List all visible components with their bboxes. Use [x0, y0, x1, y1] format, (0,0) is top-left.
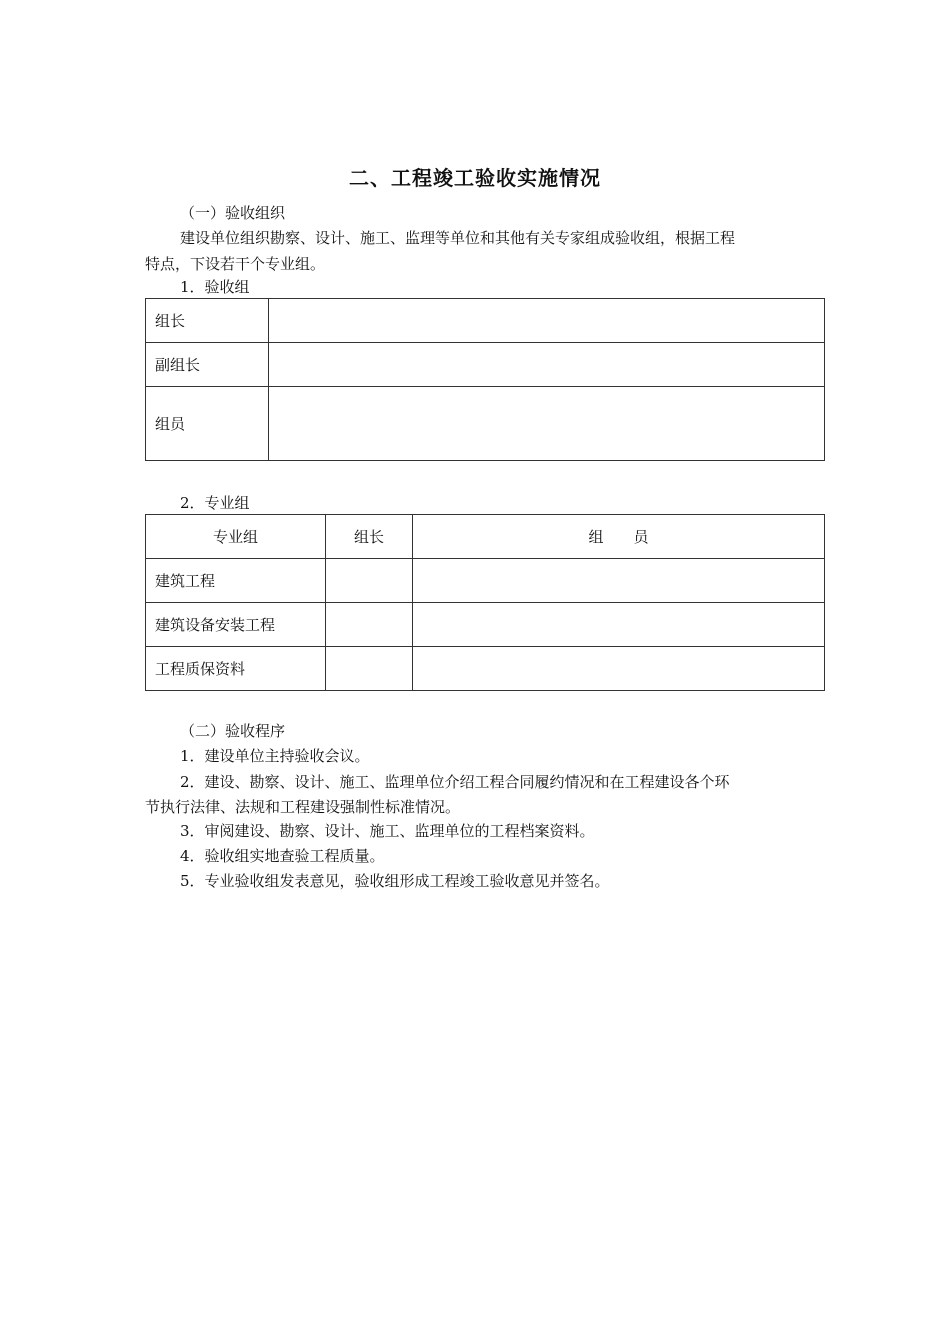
section2-heading: （二）验收程序 — [180, 722, 286, 740]
table-row — [146, 387, 825, 461]
header-leader: 组长 — [326, 515, 413, 559]
step-1: 1．建设单位主持验收会议。 — [180, 747, 370, 765]
header-group: 专业组 — [146, 515, 326, 559]
header-members: 组 员 — [413, 515, 825, 559]
group-name: 工程质保资料 — [146, 647, 326, 691]
row-value-cell[interactable] — [269, 299, 825, 343]
table-row — [146, 343, 825, 387]
table-row — [146, 559, 825, 603]
table-row — [146, 299, 825, 343]
professional-group-table — [145, 514, 825, 691]
sub1-heading: 1．验收组 — [180, 278, 250, 296]
step-2-continued: 节执行法律、法规和工程建设强制性标准情况。 — [145, 798, 461, 816]
row-label: 组长 — [146, 299, 269, 343]
page-title: 二、工程竣工验收实施情况 — [349, 166, 601, 190]
members-cell[interactable] — [413, 603, 825, 647]
step-3: 3．审阅建设、勘察、设计、施工、监理单位的工程档案资料。 — [180, 822, 595, 840]
step-4: 4．验收组实地查验工程质量。 — [180, 847, 385, 865]
step-5: 5．专业验收组发表意见，验收组形成工程竣工验收意见并签名。 — [180, 872, 610, 890]
table-row — [146, 603, 825, 647]
acceptance-group-table — [145, 298, 825, 461]
row-label: 副组长 — [146, 343, 269, 387]
intro-paragraph-line1: 建设单位组织勘察、设计、施工、监理等单位和其他有关专家组成验收组，根据工程 — [180, 229, 736, 247]
members-cell[interactable] — [413, 559, 825, 603]
table-row — [146, 647, 825, 691]
members-cell[interactable] — [413, 647, 825, 691]
group-name: 建筑工程 — [146, 559, 326, 603]
group-name: 建筑设备安装工程 — [146, 603, 326, 647]
leader-cell[interactable] — [326, 603, 413, 647]
row-value-cell[interactable] — [269, 343, 825, 387]
row-label: 组员 — [146, 387, 269, 461]
table-header-row — [146, 515, 825, 559]
step-2: 2．建设、勘察、设计、施工、监理单位介绍工程合同履约情况和在工程建设各个环 — [180, 773, 730, 791]
row-value-cell[interactable] — [269, 387, 825, 461]
leader-cell[interactable] — [326, 647, 413, 691]
leader-cell[interactable] — [326, 559, 413, 603]
intro-paragraph-line2: 特点，下设若干个专业组。 — [145, 255, 326, 273]
section1-heading: （一）验收组织 — [180, 204, 286, 222]
sub2-heading: 2．专业组 — [180, 494, 250, 512]
